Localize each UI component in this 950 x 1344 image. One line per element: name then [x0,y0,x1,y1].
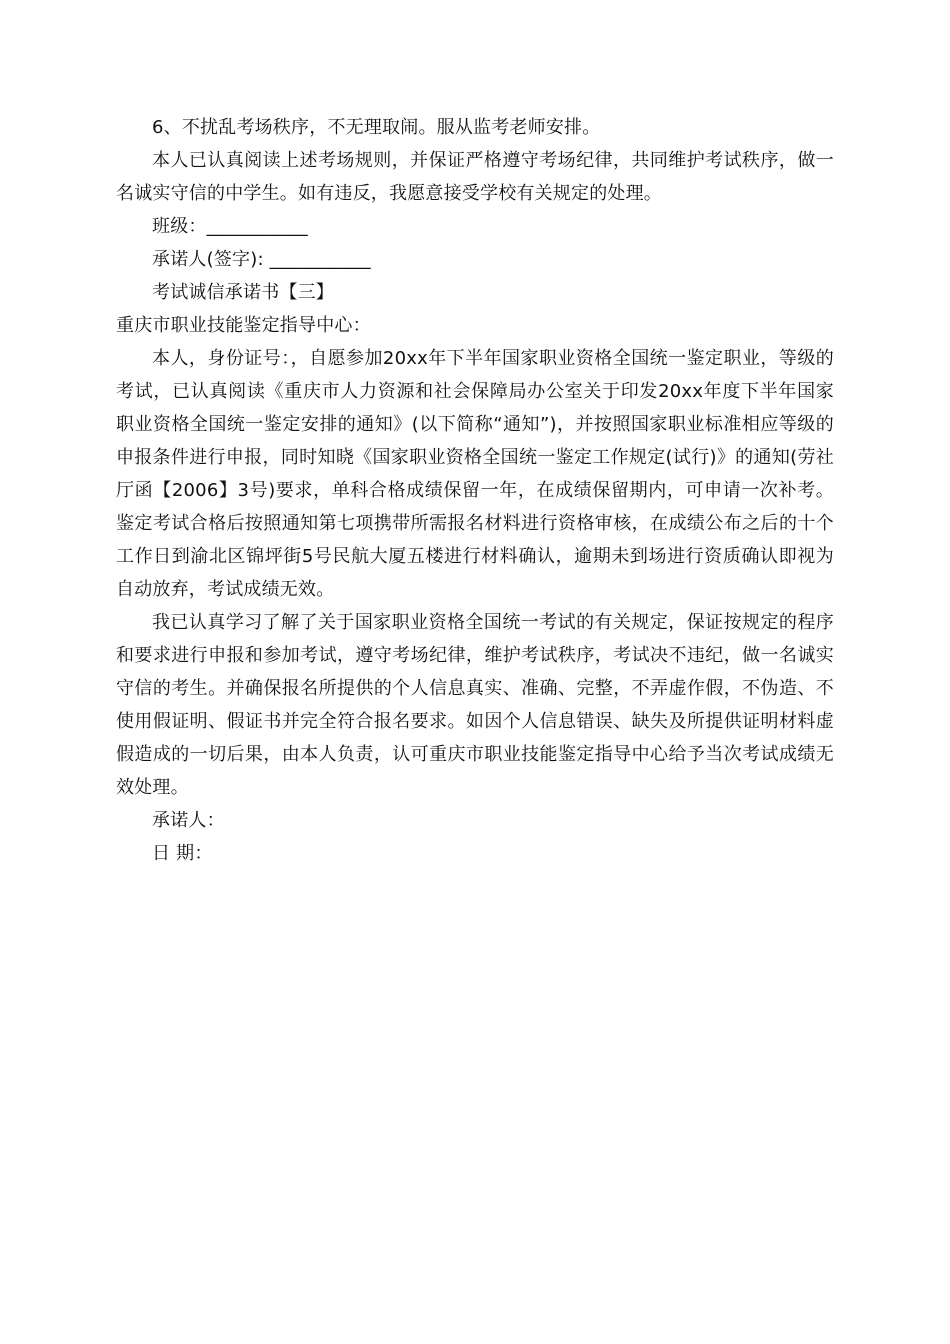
main-paragraph: 本人，身份证号：，自愿参加20xx年下半年国家职业资格全国统一鉴定职业，等级的考试，已认真阅读《重庆市人力资源和社会保障局办公室关于印发20xx年度下半年国家职业资格全国统一鉴定安排的通知》(以下简称“通知”)，并按照国家职业标准相应等级的申报条件进行申报，同时知晓《国家职业资格全国统一鉴定工作规定(试行)》的通知(劳社厅函【2006】3号)要求，单科合格成绩保留一年，在成绩保留期内，可申请一次补考。鉴定考试合格后按照通知第七项携带所需报名材料进行资格审核，在成绩公布之后的十个工作日到渝北区锦坪街5号民航大厦五楼进行材料确认，逾期未到场进行资质确认即视为自动放弃，考试成绩无效。 [116,348,834,600]
class-field: 班级：___________ [152,216,308,237]
rule-6-line: 6、不扰乱考场秩序，不无理取闹。服从监考老师安排。 [152,117,601,138]
section-title: 考试诚信承诺书【三】 [152,282,334,303]
pledge-paragraph: 我已认真学习了解了关于国家职业资格全国统一考试的有关规定，保证按规定的程序和要求进行申报和参加考试，遵守考场纪律，维护考试秩序，考试决不违纪，做一名诚实守信的考生。并确保报名所提供的个人信息真实、准确、完整，不弄虚作假，不伪造、不使用假证明、假证书并完全符合报名要求。如因个人信息错误、缺失及所提供证明材料虚假造成的一切后果，由本人负责，认可重庆市职业技能鉴定指导中心给予当次考试成绩无效处理。 [116,612,834,798]
addressee-line: 重庆市职业技能鉴定指导中心： [116,315,371,336]
document-body [116,111,834,870]
signer-signature-field: 承诺人(签字): ___________ [152,249,371,270]
signer-label: 承诺人： [152,810,225,831]
promise-intro-paragraph: 本人已认真阅读上述考场规则，并保证严格遵守考场纪律，共同维护考试秩序，做一名诚实守信的中学生。如有违反，我愿意接受学校有关规定的处理。 [116,150,834,204]
date-label: 日 期： [152,843,213,864]
